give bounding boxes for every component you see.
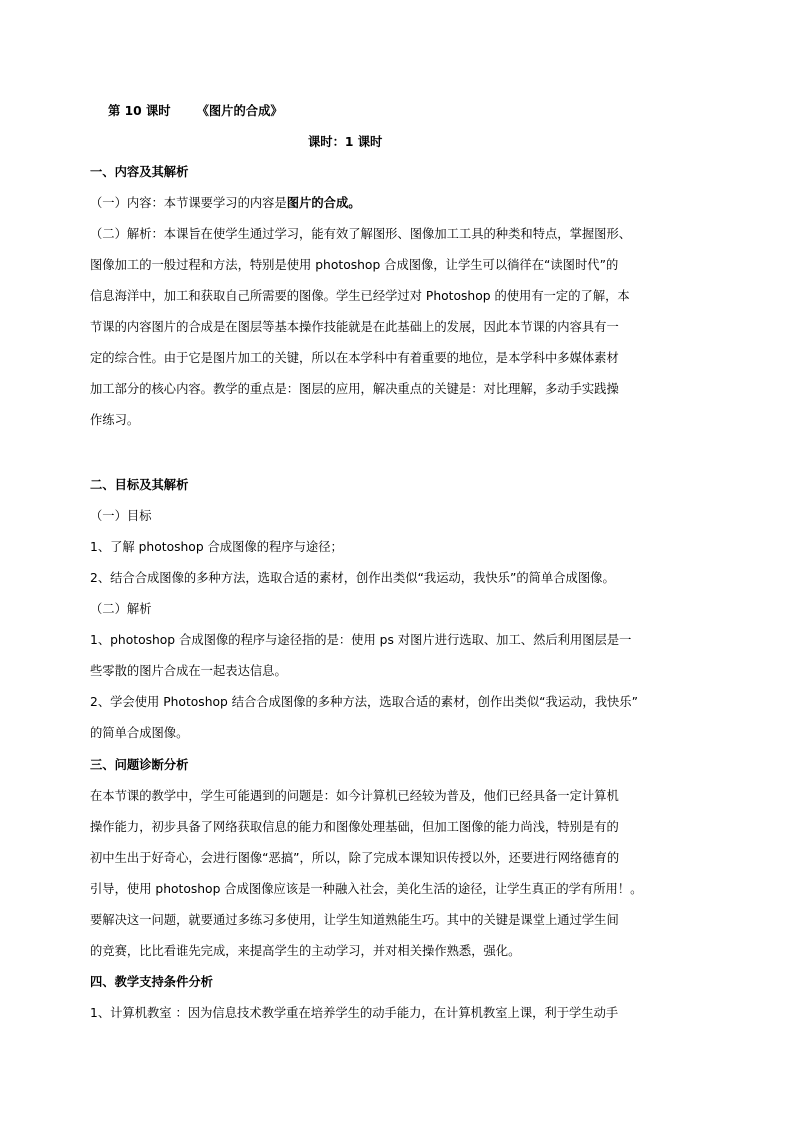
section-3-heading: 三、问题诊断分析 [90,758,189,772]
section-2-analysis-line: 2、学会使用 Photoshop 结合合成图像的多种方法，选取合适的素材，创作出类似“我运动，我快乐” [90,695,638,709]
section-3-line: 引导，使用 photoshop 合成图像应该是一种融入社会，美化生活的途径，让学生真正的学有所用！。 [90,882,643,896]
section-1-analysis-line: 加工部分的核心内容。教学的重点是：图层的应用，解决重点的关键是：对比理解，多动手实践操 [90,382,619,396]
section-2-analysis-line: 的简单合成图像。 [90,726,189,740]
section-1-analysis-line: 定的综合性。由于它是图片加工的关键，所以在本学科中有着重要的地位，是本学科中多媒体素材 [90,351,619,365]
section-1-analysis-line: （二）解析：本课旨在使学生通过学习，能有效了解图形、图像加工工具的种类和特点，掌握图形、 [90,227,632,241]
section-1-analysis-line: 作练习。 [90,413,140,427]
section-3-line: 操作能力，初步具备了网络获取信息的能力和图像处理基础，但加工图像的能力尚浅，特别是有的 [90,820,619,834]
lesson-number: 第 10 课时 [108,104,171,118]
section-3-line: 要解决这一问题，就要通过多练习多使用，让学生知道熟能生巧。其中的关键是课堂上通过学生间 [90,913,619,927]
section-1-analysis-line: 节课的内容图片的合成是在图层等基本操作技能就是在此基础上的发展，因此本节课的内容具有一 [90,320,619,334]
section-3-line: 的竞赛，比比看谁先完成，来提高学生的主动学习，并对相关操作熟悉，强化。 [90,944,521,958]
section-1-analysis-line: 信息海洋中，加工和获取自己所需要的图像。学生已经学过对 Photoshop 的使用有一定的了解，本 [90,289,630,303]
section-1-content [90,195,361,211]
section-2-heading: 二、目标及其解析 [90,478,189,492]
section-2-goal: 2、结合合成图像的多种方法，选取合适的素材，创作出类似“我运动，我快乐”的简单合成图像。 [90,571,615,585]
section-2-analysis-line: 些零散的图片合成在一起表达信息。 [90,664,287,678]
lesson-duration: 课时：1 课时 [308,135,383,149]
section-2-goal-heading: （一）目标 [90,509,152,523]
section-3-line: 初中生出于好奇心，会进行图像“恶搞”，所以，除了完成本课知识传授以外，还要进行网络德育的 [90,851,620,865]
section-1-analysis-line: 图像加工的一般过程和方法，特别是使用 photoshop 合成图像，让学生可以徜徉在“读图时代”的 [90,258,619,272]
lesson-title [108,103,283,119]
section-4-line: 1、计算机教室 ：因为信息技术教学重在培养学生的动手能力，在计算机教室上课，利于学生动手 [90,1006,619,1020]
section-2-analysis-heading: （二）解析 [90,602,152,616]
content-text: （一）内容：本节课要学习的内容是 [90,196,287,210]
section-4-heading: 四、教学支持条件分析 [90,975,213,989]
section-3-line: 在本节课的教学中，学生可能遇到的问题是：如今计算机已经较为普及，他们已经具备一定计算机 [90,789,619,803]
content-emphasis: 图片的合成。 [286,196,361,210]
section-1-heading: 一、内容及其解析 [90,165,189,179]
lesson-name: 《图片的合成》 [196,104,283,118]
section-2-goal: 1、了解 photoshop 合成图像的程序与途径； [90,540,343,554]
section-2-analysis-line: 1、photoshop 合成图像的程序与途径指的是：使用 ps 对图片进行选取、加工、然后利用图层是一 [90,633,632,647]
